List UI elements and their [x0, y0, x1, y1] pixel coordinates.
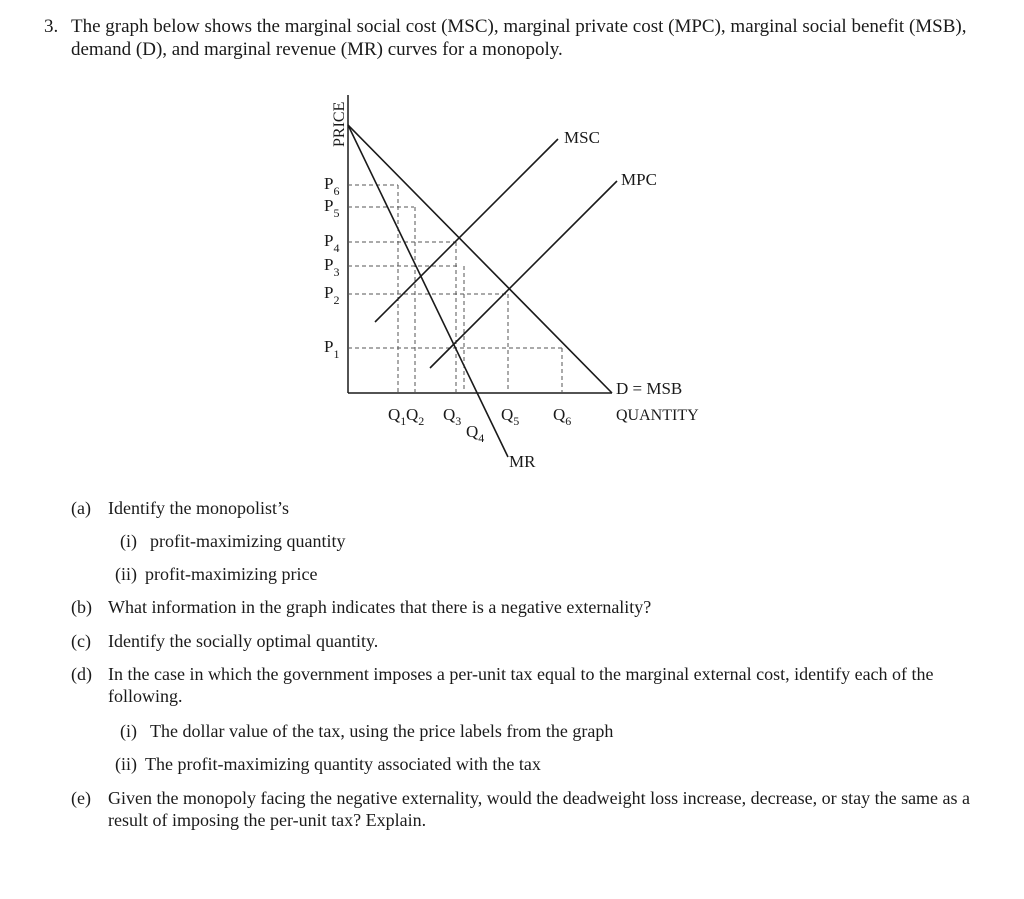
price-label-p1: $P_1$	[324, 337, 340, 361]
part-b-label: (b)	[71, 597, 92, 617]
part-c-text: Identify the socially optimal quantity.	[108, 631, 379, 651]
demand-curve	[348, 125, 612, 393]
part-e	[71, 787, 981, 831]
part-d-ii-label: (ii)	[115, 754, 137, 774]
part-a-ii-text: profit-maximizing price	[145, 564, 318, 584]
part-e-label: (e)	[71, 788, 91, 808]
part-b	[71, 596, 981, 618]
part-c-label: (c)	[71, 631, 91, 651]
mpc-label: MPC	[621, 170, 657, 189]
question-text: The graph below shows the marginal social cost (MSC), marginal private cost (MPC), marginal social benefit (MSB), demand (D), and marginal revenue (MR) curves for a monopoly.	[71, 16, 967, 60]
part-d-ii-text: The profit-maximizing quantity associated with the tax	[145, 754, 541, 774]
part-d-ii	[115, 753, 935, 775]
part-b-text: What information in the graph indicates that there is a negative externality?	[108, 597, 652, 617]
msc-label: MSC	[564, 128, 600, 147]
mr-label: MR	[509, 452, 536, 471]
quantity-axis-label: QUANTITY	[616, 407, 699, 424]
part-a-label: (a)	[71, 498, 91, 518]
part-d-label: (d)	[71, 664, 92, 684]
part-d-i	[120, 720, 940, 742]
quantity-label-q1: $Q_1$	[388, 405, 407, 428]
part-e-text: Given the monopoly facing the negative externality, would the deadweight loss increase, decrease, or stay the same as a result of imposing the per-unit tax? Explain.	[108, 788, 971, 830]
part-d-i-label: (i)	[120, 721, 137, 741]
part-a-ii-label: (ii)	[115, 564, 137, 584]
mpc-curve	[430, 181, 617, 368]
part-a-ii	[115, 563, 915, 585]
price-label-p5: $P_5$	[324, 196, 340, 220]
part-d	[71, 663, 996, 707]
price-label-p2: $P_2$	[324, 283, 340, 307]
part-c	[71, 630, 981, 652]
quantity-label-q5: $Q_5$	[501, 405, 520, 428]
question-number: 3.	[44, 16, 59, 37]
mr-curve	[348, 125, 508, 457]
part-d-text: In the case in which the government imposes a per-unit tax equal to the marginal external cost, identify each of the following.	[108, 664, 934, 706]
quantity-label-q2: $Q_2$	[406, 405, 425, 428]
economics-graph	[320, 85, 720, 475]
part-a-text: Identify the monopolist’s	[108, 498, 289, 518]
quantity-label-q6: $Q_6$	[553, 405, 572, 428]
part-d-i-text: The dollar value of the tax, using the price labels from the graph	[150, 721, 614, 741]
quantity-label-q4: $Q_4$	[466, 422, 485, 445]
demand-label: D = MSB	[616, 379, 683, 398]
price-axis-label: PRICE	[331, 101, 348, 147]
part-a-i	[120, 530, 920, 552]
quantity-label-q3: $Q_3$	[443, 405, 462, 428]
price-label-p3: $P_3$	[324, 255, 340, 279]
msc-curve	[375, 139, 558, 322]
question-header	[44, 15, 994, 61]
part-a-i-label: (i)	[120, 531, 137, 551]
part-a	[71, 497, 971, 519]
price-label-p4: $P_4$	[324, 231, 340, 255]
price-label-p6: $P_6$	[324, 174, 340, 198]
part-a-i-text: profit-maximizing quantity	[150, 531, 346, 551]
